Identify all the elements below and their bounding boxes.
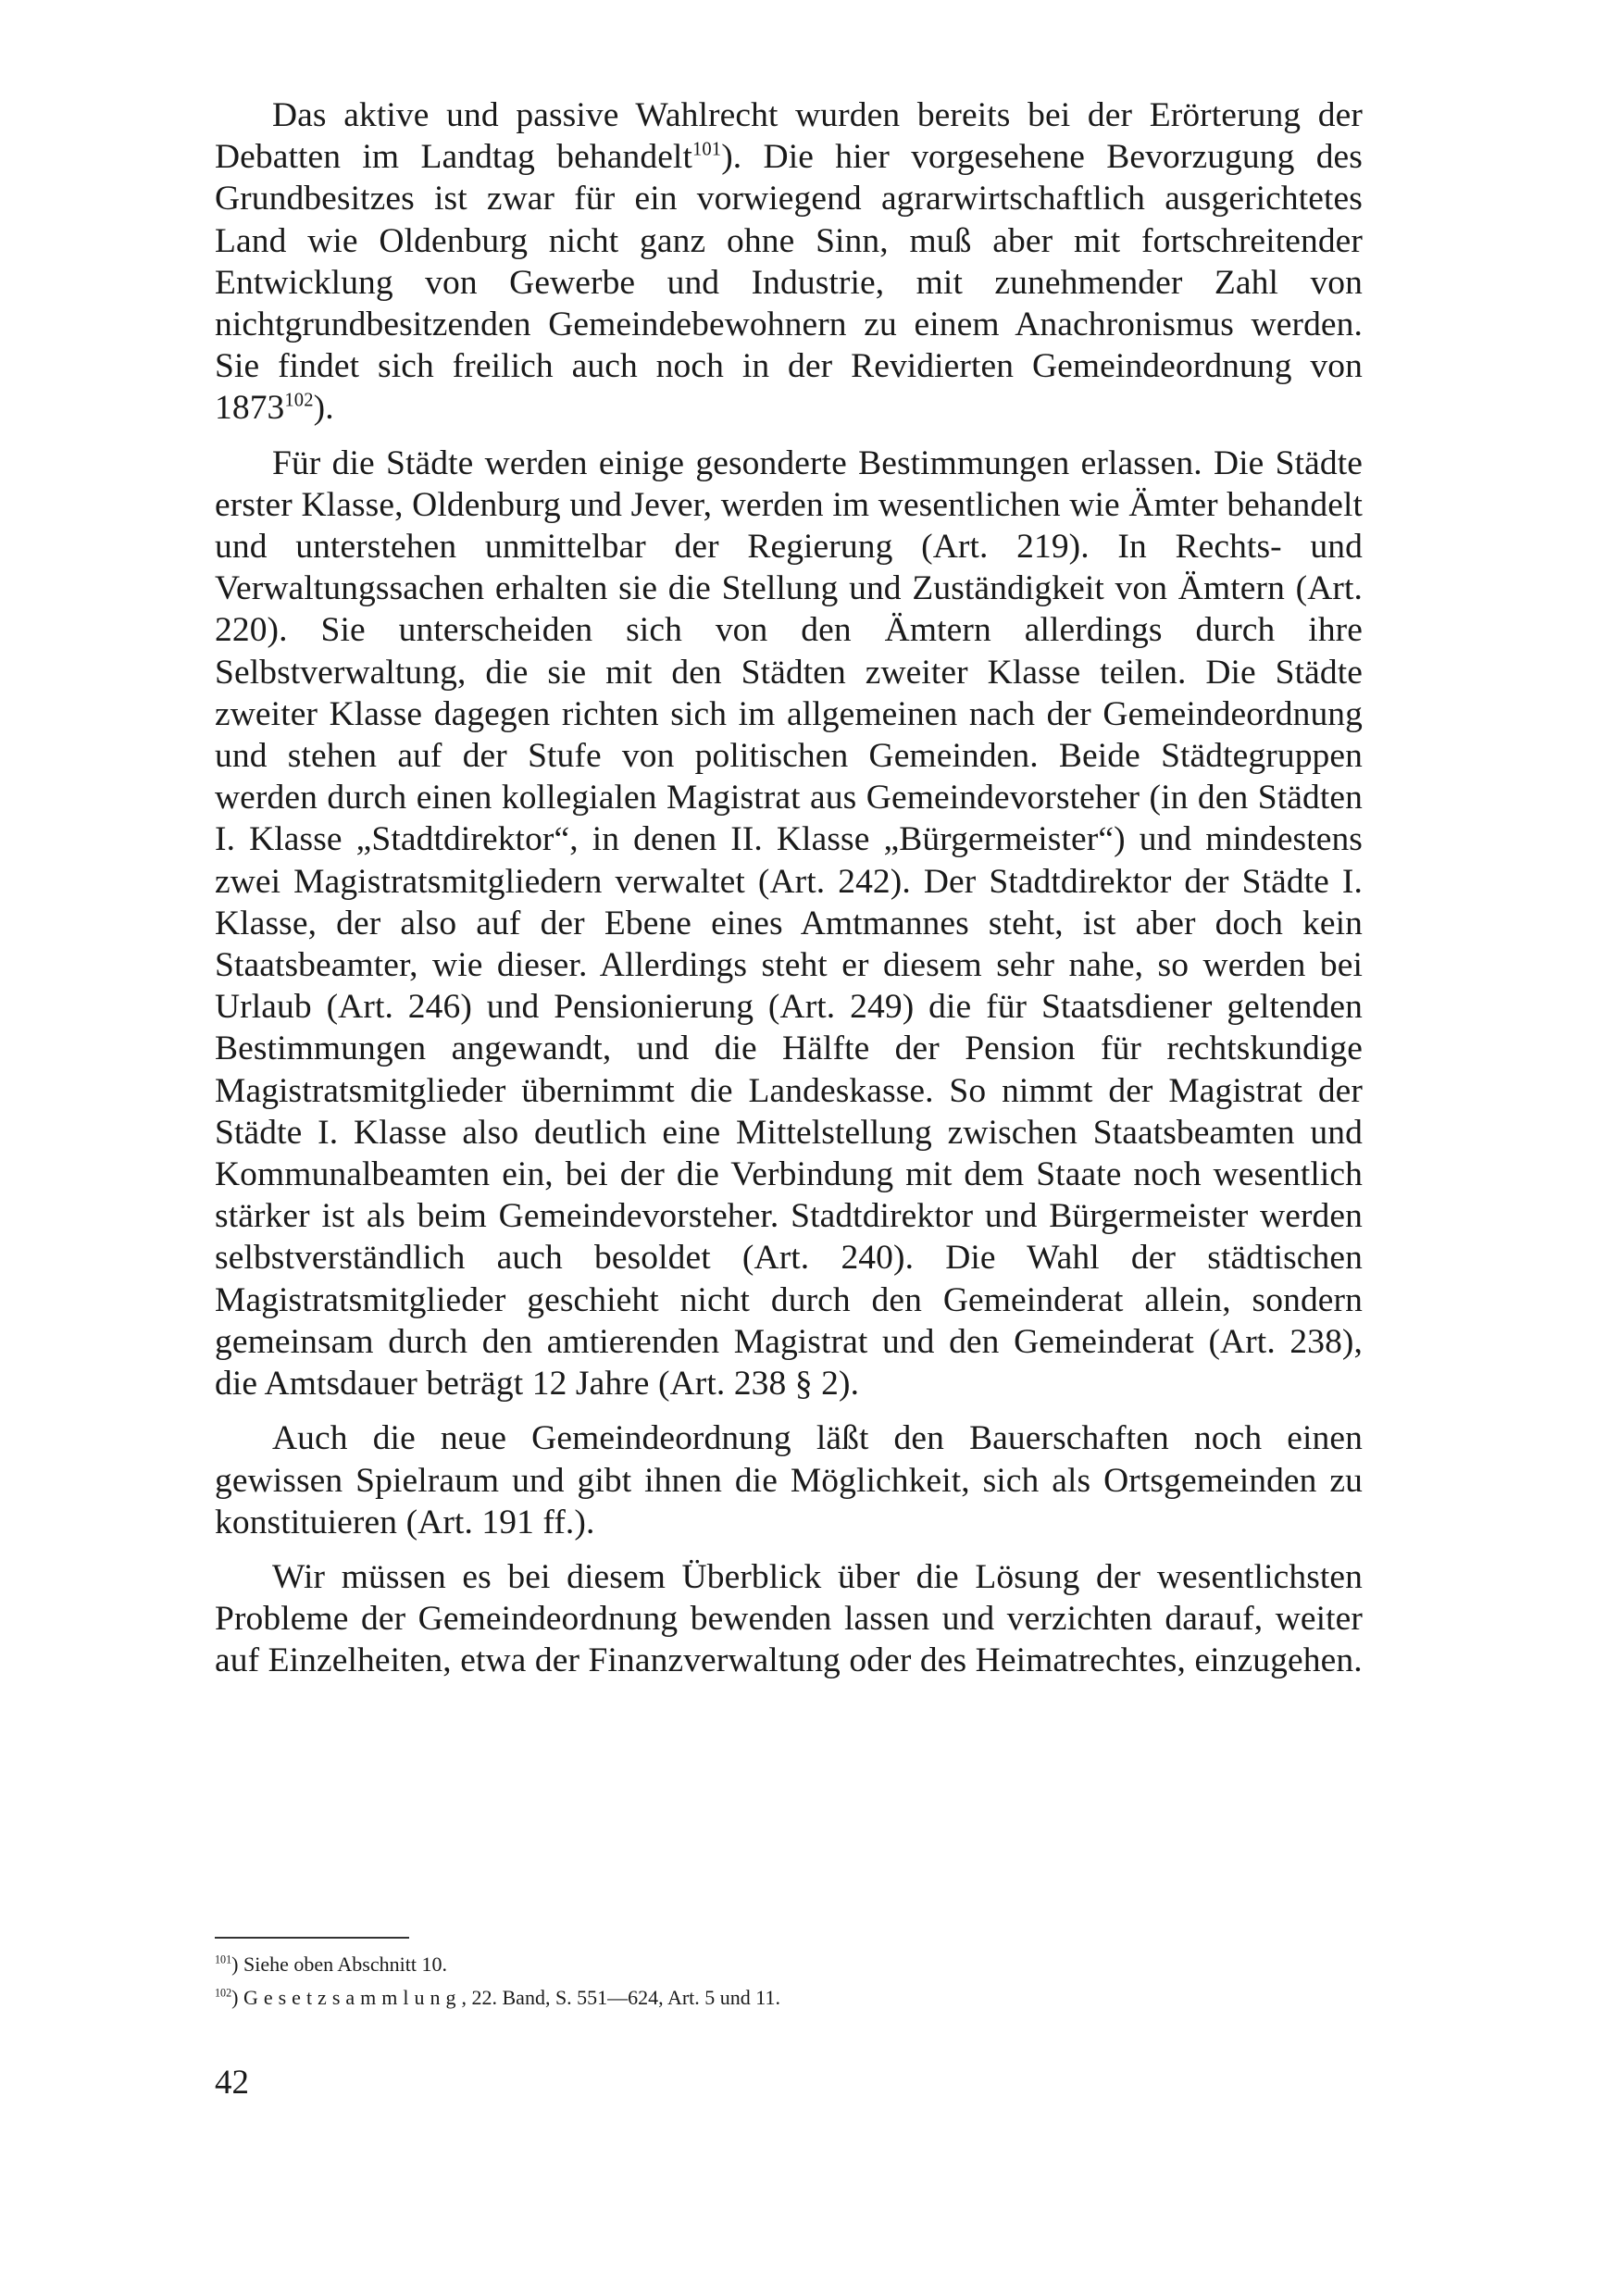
paragraph-1-text-c: ). [313, 389, 334, 428]
footnotes [215, 1948, 1363, 2015]
footnote-source-title: Gesetzsammlung [243, 1986, 462, 2009]
paragraph-2: Für die Städte werden einige gesonderte Bestimmungen erlassen. Die Städte erster Klasse, Oldenburg und Jever, werden im wesentlichen wie Ämter behandelt und unterstehen unmittelbar der Regierung (Art. 219). In Rechts- und Verwaltungssachen erhalten sie die Stellung und Zuständigkeit von Ämtern (Art. 220). Sie unterscheiden sich von den Ämtern allerdings durch ihre Selbstverwaltung, die sie mit den Städten zweiter Klasse teilen. Die Städte zweiter Klasse dagegen richten sich im allgemeinen nach der Gemeindeordnung und stehen auf der Stufe von politischen Gemeinden. Beide Städtegruppen werden durch einen kollegialen Magistrat aus Gemeindevorsteher (in den Städten I. Klasse „Stadtdirektor“, in denen II. Klasse „Bürgermeister“) und mindestens zwei Magistratsmitgliedern verwaltet (Art. 242). Der Stadtdirektor der Städte I. Klasse, der also auf der Ebene eines Amtmannes steht, ist aber doch kein Staatsbeamter, wie dieser. Allerdings steht er diesem sehr nahe, so werden bei Urlaub (Art. 246) und Pensionierung (Art. 249) die für Staatsdiener geltenden Bestimmungen angewandt, und die Hälfte der Pension für rechtskundige Magistratsmitglieder übernimmt die Landeskasse. So nimmt der Magistrat der Städte I. Klasse also deutlich eine Mittelstellung zwischen Staatsbeamten und Kommunalbeamten ein, bei der die Verbindung mit dem Staate noch wesentlich stärker ist als beim Gemeindevorsteher. Stadtdirektor und Bürgermeister werden selbstverständlich auch besoldet (Art. 240). Die Wahl der städtischen Magistratsmitglieder geschieht nicht durch den Gemeinderat allein, sondern gemeinsam durch den amtierenden Magistrat und den Gemeinderat (Art. 238), die Amtsdauer beträgt 12 Jahre (Art. 238 § 2). [215, 443, 1363, 1404]
footnote-mark: 102 [215, 1986, 232, 2000]
footnote-mark: 101 [215, 1953, 232, 1966]
body-text [215, 94, 1363, 1682]
footnote-ref-101: 101 [691, 139, 722, 160]
paragraph-1 [215, 94, 1363, 430]
footnote-text: Siehe oben Abschnitt 10. [243, 1953, 447, 1976]
paragraph-1-text-a: Das aktive und passive Wahlrecht wurden bereits bei der Erörterung der Debatten im Landtag behandelt [215, 96, 1363, 177]
footnote-101: $^{101}$) Siehe oben Abschnitt 10. [215, 1953, 447, 1976]
footnote-text: , 22. Band, S. 551—624, Art. 5 und 11. [461, 1986, 780, 2009]
footnote-divider [215, 1937, 409, 1939]
footnote-102: $^{102}$) Gesetzsammlung, 22. Band, S. 551—624, Art. 5 und 11. [215, 1986, 780, 2009]
paragraph-4: Wir müssen es bei diesem Überblick über die Lösung der wesentlichsten Probleme der Gemeindeordnung bewenden lassen und verzichten darauf, weiter auf Einzelheiten, etwa der Finanzverwaltung oder des Heimatrechtes, einzugehen. [215, 1557, 1363, 1680]
page-number: 42 [215, 2064, 249, 2102]
footnote-ref-102: 102 [284, 390, 314, 411]
paragraph-1-text-b: ). Die hier vorgesehene Bevorzugung des Grundbesitzes ist zwar für ein vorwiegend agrarwirtschaftlich ausgerichtetes Land wie Oldenburg nicht ganz ohne Sinn, muß aber mit fortschreitender Entwicklung von Gewerbe und Industrie, mit zunehmender Zahl von nichtgrundbesitzenden Gemeindebewohnern zu einem Anachronismus werden. Sie findet sich freilich auch noch in der Revidierten Gemeindeordnung von 1873 [215, 138, 1363, 428]
paragraph-3: Auch die neue Gemeindeordnung läßt den Bauerschaften noch einen gewissen Spielraum und gibt ihnen die Möglichkeit, sich als Ortsgemeinden zu konstituieren (Art. 191 ff.). [215, 1419, 1363, 1541]
